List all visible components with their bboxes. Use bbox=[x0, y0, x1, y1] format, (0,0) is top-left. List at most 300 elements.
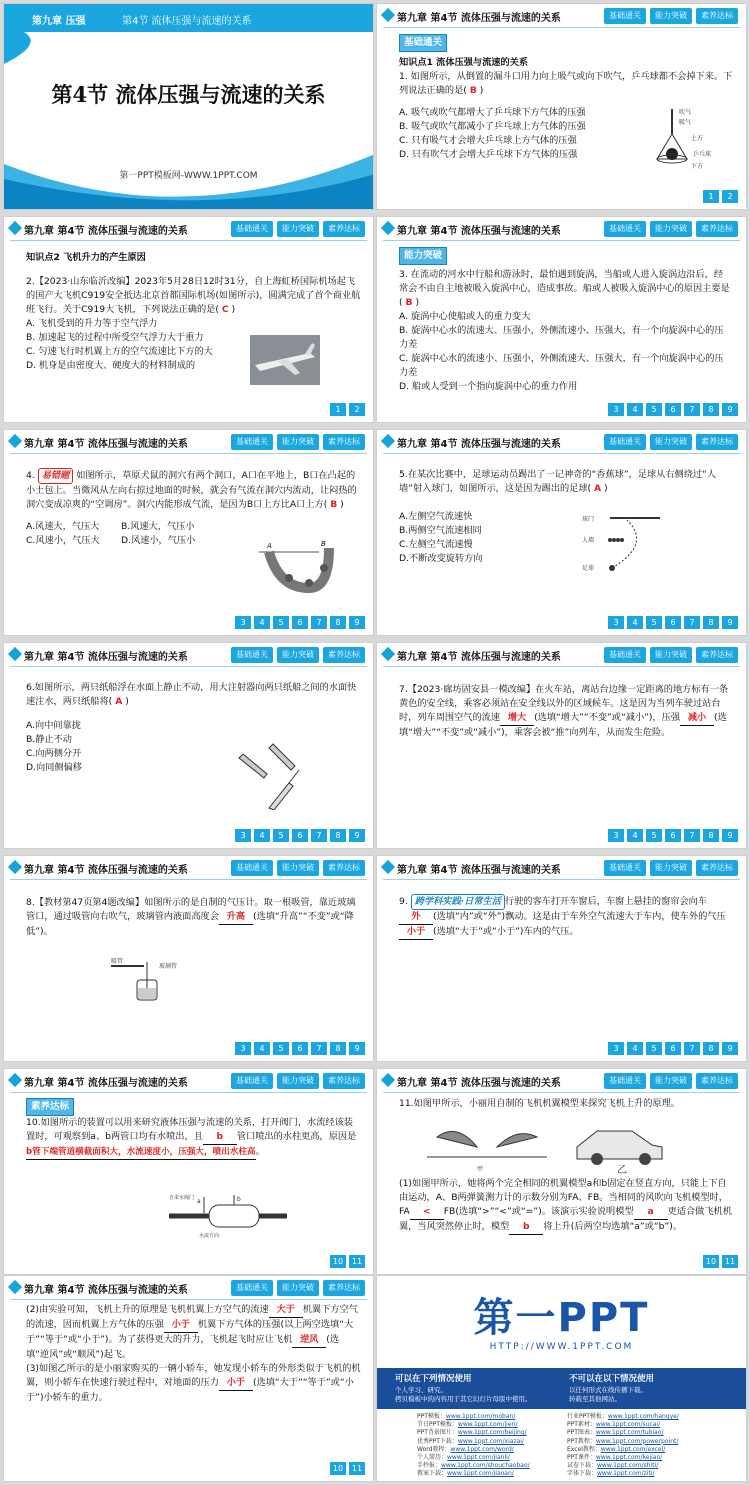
slide-header bbox=[377, 856, 746, 880]
page-button[interactable]: 8 bbox=[330, 829, 346, 842]
page-button[interactable]: 2 bbox=[349, 403, 365, 416]
tab-ability[interactable]: 能力突破 bbox=[277, 221, 319, 237]
tab-ability[interactable]: 能力突破 bbox=[650, 8, 692, 24]
tab-literacy[interactable]: 素养达标 bbox=[323, 1073, 365, 1089]
question-text: FB(选填“>”“<”或“=”)。该演示实验说明模型 bbox=[443, 1206, 634, 1217]
diamond-icon bbox=[8, 221, 22, 235]
page-button[interactable]: 8 bbox=[703, 829, 719, 842]
page-button[interactable]: 4 bbox=[254, 1042, 270, 1055]
chapter-title: 第九章 第4节 流体压强与流速的关系 bbox=[397, 1078, 561, 1089]
tab-ability[interactable]: 能力突破 bbox=[650, 1073, 692, 1089]
option-b: B.风速大，气压小 bbox=[121, 521, 195, 532]
answer: B bbox=[469, 85, 477, 96]
answer-blank: < bbox=[410, 1205, 444, 1220]
fig-label-goal: 球门 bbox=[582, 516, 595, 523]
answer: A bbox=[115, 696, 123, 707]
link-row bbox=[567, 1429, 747, 1437]
option-a: A. 旋涡中心使船或人的重力变大 bbox=[399, 311, 531, 322]
slide-header bbox=[4, 1069, 373, 1093]
tab-literacy[interactable]: 素养达标 bbox=[696, 434, 738, 450]
link-label: PPT教程： bbox=[567, 1437, 596, 1445]
page-button[interactable]: 7 bbox=[684, 403, 700, 416]
link-url[interactable]: www.1ppt.com/tubiao/ bbox=[595, 1429, 664, 1437]
page-button[interactable]: 7 bbox=[684, 829, 700, 842]
link-url[interactable]: www.1ppt.com/moban/ bbox=[445, 1413, 516, 1420]
link-url[interactable]: www.1ppt.com/jianli/ bbox=[447, 1454, 510, 1462]
airplane-photo bbox=[250, 335, 320, 385]
chapter-title: 第九章 第4节 流体压强与流速的关系 bbox=[397, 13, 561, 24]
option-b: B.静止不动 bbox=[26, 734, 72, 745]
page-button[interactable]: 3 bbox=[608, 829, 624, 842]
chapter-title: 第九章 第4节 流体压强与流速的关系 bbox=[24, 439, 188, 450]
tab-ability[interactable]: 能力突破 bbox=[650, 434, 692, 450]
page-button[interactable]: 5 bbox=[646, 829, 662, 842]
page-button[interactable]: 6 bbox=[665, 616, 681, 629]
fig-label-jia: 甲 bbox=[477, 1166, 484, 1173]
option-a: A.风速大，气压大 bbox=[26, 521, 100, 532]
question-text: (选填“大于”或“小于”)车内的气压。 bbox=[433, 926, 579, 937]
page-button[interactable]: 6 bbox=[665, 1042, 681, 1055]
tab-basic[interactable]: 基础通关 bbox=[231, 221, 273, 237]
diamond-icon bbox=[8, 1280, 22, 1294]
wing-car-figure bbox=[417, 1117, 687, 1175]
page-button[interactable]: 5 bbox=[273, 1042, 289, 1055]
slide-q10: 第九章 第4节 流体压强与流速的关系 基础通关 能力突破 素养达标 素养达标 10.如图所示的装置可以用来研究液体压强与流速的关系，打开阀门，水流经该装置时，可观察到a、b两管口均有水喷出，且 b 管口喷出的水柱更高，原因是b管下端管道横截面积大，水流速度小，压强大，喷出水柱高。 自来水阀门 a b 水流方向 10 11 bbox=[3, 1068, 374, 1275]
page-button[interactable]: 10 bbox=[330, 1255, 346, 1268]
diamond-icon bbox=[8, 647, 22, 661]
link-url[interactable]: www.1ppt.com/kejian/ bbox=[595, 1454, 663, 1462]
brand-logo: 第一PPT bbox=[473, 1295, 650, 1341]
diamond-icon bbox=[381, 647, 395, 661]
question-text: (选填“逆风”或“顺风”)起飞。 bbox=[26, 1334, 340, 1360]
fig-label-tube: 玻璃管 bbox=[159, 963, 178, 970]
question-tag: 跨学科实践·日常生活 bbox=[411, 894, 505, 910]
diamond-icon bbox=[8, 434, 22, 448]
option-c: C. 匀速飞行时机翼上方的空气流速比下方的大 bbox=[26, 346, 213, 357]
option-d: D.向同侧偏移 bbox=[26, 762, 82, 773]
option-c: C.左侧空气流速慢 bbox=[399, 539, 473, 550]
option-a: A.左侧空气流速快 bbox=[399, 511, 473, 522]
page-button[interactable]: 3 bbox=[235, 1042, 251, 1055]
pipe-figure bbox=[169, 1191, 289, 1241]
question-text: 2.【2023·山东临沂改编】2023年5月28日12时31分，自上海虹桥国际机场起飞的国产大飞机C919安全抵达北京首都国际机场(如图所示)，圆满完成了首个商业航班飞行。关于C919大飞机，下列说法正确的是( bbox=[26, 276, 361, 315]
page-button[interactable]: 8 bbox=[330, 1042, 346, 1055]
answer-blank: b管下端管道横截面积大，水流速度小，压强大，喷出水柱高 bbox=[26, 1145, 256, 1160]
cannot-use-title: 不可以在以下情况使用 bbox=[569, 1374, 655, 1384]
page-button[interactable]: 5 bbox=[646, 403, 662, 416]
diamond-icon bbox=[381, 221, 395, 235]
page-button[interactable]: 4 bbox=[627, 829, 643, 842]
cover-subtitle: 第一PPT模板网-WWW.1PPT.COM bbox=[119, 171, 258, 181]
end-slide bbox=[376, 1275, 747, 1482]
link-label: 字体下载： bbox=[567, 1470, 598, 1478]
slide-header bbox=[377, 643, 746, 667]
diamond-icon bbox=[8, 860, 22, 874]
answer-blank: 增大 bbox=[500, 711, 534, 726]
page-button[interactable]: 4 bbox=[627, 1042, 643, 1055]
link-label: 手抄报： bbox=[417, 1462, 442, 1470]
question-number: 9. bbox=[399, 896, 408, 907]
pager bbox=[608, 403, 738, 416]
link-row bbox=[567, 1446, 747, 1454]
question-text: (选填“增大”“不变”或“减小”)，压强 bbox=[534, 712, 681, 723]
option-d: D. 机身是由密度大、硬度大的材料制成的 bbox=[26, 360, 196, 371]
link-url[interactable]: www.1ppt.com/shouchaobao/ bbox=[441, 1462, 530, 1470]
pager bbox=[608, 829, 738, 842]
question-text: (选填“增大”“不变”或“减小”)，乘客会被“推”向列车，从而发生危险。 bbox=[399, 712, 727, 738]
page-button[interactable]: 5 bbox=[646, 1042, 662, 1055]
question-text: 7.【2023·廊坊固安县一模改编】在火车站，离站台边缘一定距离的地方标有一条黄色的安全线，乘客必须站在安全线以外的区域候车。这是因为当列车驶过站台时，列车周围空气的流速 bbox=[399, 684, 729, 723]
tab-basic[interactable]: 基础通关 bbox=[231, 1073, 273, 1089]
boats-figure bbox=[229, 738, 319, 810]
link-label: 教案下载： bbox=[417, 1470, 448, 1478]
cover-title: 第4节 流体压强与流速的关系 bbox=[51, 82, 326, 107]
tab-literacy[interactable]: 素养达标 bbox=[696, 647, 738, 663]
page-button[interactable]: 11 bbox=[349, 1462, 365, 1475]
link-url[interactable]: www.1ppt.com/word/ bbox=[450, 1445, 514, 1453]
link-label: 行业PPT模板： bbox=[567, 1413, 608, 1420]
question-text: 6.如图所示，两只纸船浮在水面上静止不动，用大注射器向两只纸船之间的水面快速注水，两只纸船将( bbox=[26, 682, 357, 707]
tab-literacy[interactable]: 素养达标 bbox=[696, 860, 738, 876]
pager bbox=[235, 829, 365, 842]
page-button[interactable]: 3 bbox=[235, 616, 251, 629]
option-b: B.两侧空气流速相同 bbox=[399, 525, 482, 536]
barometer-figure bbox=[109, 956, 199, 1001]
page-button[interactable]: 1 bbox=[330, 403, 346, 416]
link-url[interactable]: www.1ppt.com/shiti/ bbox=[597, 1462, 659, 1470]
tab-basic[interactable]: 基础通关 bbox=[604, 8, 646, 24]
tab-basic[interactable]: 基础通关 bbox=[604, 1073, 646, 1089]
page-button[interactable]: 9 bbox=[722, 1042, 738, 1055]
page-button[interactable]: 7 bbox=[684, 616, 700, 629]
fig-label-flow: 水流方向 bbox=[199, 1233, 220, 1239]
page-button[interactable]: 3 bbox=[608, 1042, 624, 1055]
answer-blank: 升高 bbox=[219, 910, 253, 925]
page-button[interactable]: 6 bbox=[665, 403, 681, 416]
link-label: Word教程： bbox=[417, 1445, 451, 1453]
page-button[interactable]: 10 bbox=[330, 1462, 346, 1475]
link-label: Excel教程： bbox=[567, 1445, 601, 1453]
page-button[interactable]: 9 bbox=[722, 403, 738, 416]
question-text: 行驶的客车打开车窗后，车窗上悬挂的窗帘会向车 bbox=[504, 896, 708, 907]
pager bbox=[235, 616, 365, 629]
fig-label-ball: 足球 bbox=[582, 565, 595, 572]
answer-blank: 大于 bbox=[269, 1303, 303, 1318]
diamond-icon bbox=[8, 1073, 22, 1087]
cover-chapter: 第九章 压强 bbox=[32, 16, 86, 27]
link-url[interactable]: www.1ppt.com/jiaoan/ bbox=[447, 1470, 514, 1478]
tab-basic[interactable]: 基础通关 bbox=[604, 221, 646, 237]
option-c: C.风速小，气压大 bbox=[26, 535, 100, 546]
question-tag: 易错题 bbox=[38, 468, 74, 484]
page-button[interactable]: 1 bbox=[703, 190, 719, 203]
page-button[interactable]: 3 bbox=[608, 403, 624, 416]
chapter-title: 第九章 第4节 流体压强与流速的关系 bbox=[397, 652, 561, 663]
question-text: (2)由实验可知，飞机上升的原理是飞机机翼上方空气的流速 bbox=[26, 1304, 269, 1315]
knowledge-point: 知识点2 飞机升力的产生原因 bbox=[26, 252, 146, 263]
page-button[interactable]: 6 bbox=[665, 829, 681, 842]
slide-header bbox=[4, 217, 373, 241]
can-use-text: 个人学习、研究。 拷贝模板中的内容用于其它幻灯片母版中使用。 bbox=[395, 1386, 532, 1403]
slide-header bbox=[377, 217, 746, 241]
link-row bbox=[567, 1470, 747, 1478]
page-button[interactable]: 7 bbox=[684, 1042, 700, 1055]
question-text: 管口喷出的水柱更高，原因是 bbox=[236, 1131, 357, 1142]
question-number: 4. bbox=[26, 470, 35, 481]
tab-literacy[interactable]: 素养达标 bbox=[323, 647, 365, 663]
slide-q5: 第九章 第4节 流体压强与流速的关系 基础通关 能力突破 素养达标 5.在某次比赛中，足球运动员踢出了一记神奇的“香蕉球”，足球从右侧绕过“人墙”射入球门，如图所示，这是因为踢出的足球( A ) A.左侧空气流速快 B.两侧空气流速相同 C.左侧空气流速慢 D.不断改变旋转方向 球门 人墙 足球 3 4 5 6 7 8 9 bbox=[376, 429, 747, 636]
link-label: 节日PPT模板： bbox=[417, 1421, 458, 1429]
tab-basic[interactable]: 基础通关 bbox=[604, 860, 646, 876]
page-button[interactable]: 6 bbox=[292, 829, 308, 842]
pager bbox=[608, 1042, 738, 1055]
slide-header bbox=[4, 856, 373, 880]
slide-q3: 第九章 第4节 流体压强与流速的关系 基础通关 能力突破 素养达标 能力突破 3. 在流动的河水中行船和游泳时，最怕遇到旋涡，当船或人进入旋涡边沿后，经常会不由自主地被吸入旋涡中心，造成事故。船或人被吸入旋涡中心的原因主要是( B ) A. 旋涡中心使船或人的重力变大 B. 旋涡中心水的流速大、压强小，外侧流速小、压强大，有一个向旋涡中心的压力差 C. 旋涡中心水的流速小、压强小，外侧流速大、压强大，有一个向旋涡中心的压力差 D. 船或人受到一个指向旋涡中心的重力作用 3 4 5 6 7 8 9 bbox=[376, 216, 747, 423]
tab-ability[interactable]: 能力突破 bbox=[277, 434, 319, 450]
tab-literacy[interactable]: 素养达标 bbox=[323, 434, 365, 450]
slide-q1: 第九章 第4节 流体压强与流速的关系 基础通关 能力突破 素养达标 基础通关 知识点1 流体压强与流速的关系 1. 如图所示，从倒置的漏斗口用力向上吸气或向下吹气，乒乓球都不会掉下来。下列说法正确的是( B ) A. 吸气或吹气都增大了乒乓球下方气体的压强 B. 吸气或吹气都减小了乒乓球上方气体的压强 C. 只有吸气才会增大乒乓球上方气体的压强 D. 只有吹气才会增大乒乓球下方气体的压强 吹气 吸气 上方 乒乓球 下方 1 2 bbox=[376, 3, 747, 210]
answer: B bbox=[405, 297, 413, 308]
question-text: 8.【教材第47页第4题改编】如图所示的是自制的气压计。取一根吸管，靠近玻璃管口，通过吸管向右吹气，玻璃管内液面高度会 bbox=[26, 897, 356, 922]
fig-label-blow: 吹气 bbox=[679, 109, 692, 116]
slide-header bbox=[4, 430, 373, 454]
page-button[interactable]: 4 bbox=[254, 616, 270, 629]
option-a: A. 吸气或吹气都增大了乒乓球下方气体的压强 bbox=[399, 107, 586, 118]
link-row bbox=[567, 1438, 747, 1446]
diamond-icon bbox=[381, 434, 395, 448]
page-button[interactable]: 5 bbox=[273, 829, 289, 842]
fig-label-ball: 乒乓球 bbox=[693, 151, 712, 158]
chapter-title: 第九章 第4节 流体压强与流速的关系 bbox=[24, 1285, 188, 1296]
question-text: 机翼下方气体的压强(以上两空选填“大于”“等于”或“小于”)。为了获得更大的升力，飞机起飞时应让飞机 bbox=[26, 1319, 354, 1345]
link-label: 个人简历： bbox=[417, 1454, 448, 1462]
pager bbox=[330, 1255, 365, 1268]
tab-literacy[interactable]: 素养达标 bbox=[323, 860, 365, 876]
slide-header bbox=[377, 430, 746, 454]
option-b: B. 加速起飞的过程中所受空气浮力大于重力 bbox=[26, 332, 204, 343]
question-text: (3)如图乙所示的是小丽家购买的一辆小轿车，她发现小轿车的外形类似于飞机的机翼，则小轿车在快速行驶过程中，对地面的压力 bbox=[26, 1363, 361, 1388]
fig-label-b: b bbox=[237, 1196, 241, 1203]
page-button[interactable]: 11 bbox=[722, 1255, 738, 1268]
link-url[interactable]: www.1ppt.com/excel/ bbox=[600, 1445, 666, 1453]
question-text: 3. 在流动的河水中行船和游泳时，最怕遇到旋涡，当船或人进入旋涡边沿后，经常会不由自主地被吸入旋涡中心，造成事故。船或人被吸入旋涡中心的原因主要是( bbox=[399, 269, 730, 308]
tab-basic[interactable]: 基础通关 bbox=[604, 434, 646, 450]
question-text: (选填“大于”“等于”或“小于”)小轿车的重力。 bbox=[26, 1377, 354, 1403]
fig-label-b: B bbox=[321, 540, 326, 548]
question-text: (1)如图甲所示，她将两个完全相同的机翼模型a和b固定在竖直方向，只能上下自由运动，A、B两弹簧测力计的示数分别为FA、FB。当相同的风吹向飞机模型时，FA bbox=[399, 1178, 728, 1217]
answer-blank: 外 bbox=[399, 910, 433, 925]
option-c: C. 只有吸气才会增大乒乓球上方气体的压强 bbox=[399, 135, 577, 146]
question-text: 将上升(后两空均选填“a”或“b”)。 bbox=[543, 1221, 682, 1232]
cover-slide bbox=[3, 3, 374, 210]
option-d: D.风速小，气压小 bbox=[121, 535, 196, 546]
link-label: PPT图表： bbox=[567, 1429, 596, 1437]
diamond-icon bbox=[381, 1073, 395, 1087]
banana-kick-figure bbox=[582, 514, 662, 576]
cover-section: 第4节 流体压强与流速的关系 bbox=[122, 16, 252, 27]
tab-ability[interactable]: 能力突破 bbox=[650, 221, 692, 237]
slide-header bbox=[4, 1276, 373, 1300]
link-label: PPT背景图片： bbox=[417, 1429, 458, 1437]
page-button[interactable]: 8 bbox=[703, 616, 719, 629]
tab-ability[interactable]: 能力突破 bbox=[277, 1073, 319, 1089]
link-url[interactable]: www.1ppt.com/beijing/ bbox=[457, 1429, 527, 1437]
page-button[interactable]: 4 bbox=[627, 616, 643, 629]
diamond-icon bbox=[381, 8, 395, 22]
cannot-use-text: 以任何形式在线传播下载。 转载至其他网站。 bbox=[569, 1386, 647, 1403]
question-text: 机翼下方空气的流速，因而机翼上方气体的压强 bbox=[26, 1304, 358, 1330]
tab-literacy[interactable]: 素养达标 bbox=[323, 1280, 365, 1296]
answer-blank: a bbox=[634, 1205, 668, 1220]
page-button[interactable]: 5 bbox=[646, 616, 662, 629]
answer: A bbox=[594, 483, 602, 494]
page-button[interactable]: 4 bbox=[254, 829, 270, 842]
page-button[interactable]: 9 bbox=[349, 1042, 365, 1055]
diamond-icon bbox=[381, 860, 395, 874]
page-button[interactable]: 9 bbox=[349, 616, 365, 629]
slide-q8 bbox=[3, 855, 374, 1062]
slide-q2: 第九章 第4节 流体压强与流速的关系 基础通关 能力突破 素养达标 知识点2 飞机升力的产生原因 2.【2023·山东临沂改编】2023年5月28日12时31分，自上海虹桥国际机场起飞的国产大飞机C919安全抵达北京首都国际机场(如图所示)，圆满完成了首个商业航班飞行。关于C919大飞机，下列说法正确的是( C ) A. 飞机受到的升力等于空气浮力 B. 加速起飞的过程中所受空气浮力大于重力 C. 匀速飞行时机翼上方的空气流速比下方的大 D. 机身是由密度大、硬度大的材料制成的 1 2 bbox=[3, 216, 374, 423]
page-button[interactable]: 8 bbox=[330, 616, 346, 629]
chapter-title: 第九章 第4节 流体压强与流速的关系 bbox=[24, 226, 188, 237]
slide-q11 bbox=[376, 1068, 747, 1275]
question-text: (选填“内”或“外”)飘动。这是由于车外空气流速大于车内，使车外的气压 bbox=[433, 911, 726, 922]
link-url[interactable]: www.1ppt.com/jieri/ bbox=[457, 1421, 518, 1429]
page-button[interactable]: 9 bbox=[722, 616, 738, 629]
tab-ability[interactable]: 能力突破 bbox=[650, 647, 692, 663]
answer-blank: 小于 bbox=[164, 1318, 198, 1333]
page-button[interactable]: 7 bbox=[311, 829, 327, 842]
option-c: C. 旋涡中心水的流速小、压强小，外侧流速大、压强大，有一个向旋涡中心的压力差 bbox=[399, 353, 724, 378]
tab-basic[interactable]: 基础通关 bbox=[231, 860, 273, 876]
tab-ability[interactable]: 能力突破 bbox=[650, 860, 692, 876]
chapter-title: 第九章 第4节 流体压强与流速的关系 bbox=[397, 226, 561, 237]
link-url[interactable]: www.1ppt.com/xiazai/ bbox=[457, 1437, 524, 1445]
burrow-figure bbox=[259, 538, 349, 598]
tab-literacy[interactable]: 素养达标 bbox=[696, 221, 738, 237]
link-row bbox=[567, 1413, 747, 1421]
page-button[interactable]: 2 bbox=[722, 190, 738, 203]
pager bbox=[235, 1042, 365, 1055]
section-badge: 能力突破 bbox=[399, 247, 447, 265]
tab-basic[interactable]: 基础通关 bbox=[231, 434, 273, 450]
funnel-figure bbox=[647, 104, 737, 174]
option-c: C.向两侧分开 bbox=[26, 748, 82, 759]
question-text: 如图所示，草原犬鼠的洞穴有两个洞口，A口在平地上，B口在凸起的小土包上。当微风从左向右掠过地面的时候，就会有气流在洞穴内流动，让闷热的洞穴变成凉爽的“空调房”。洞穴内能形成气流，是因为B口上方比A口上方( bbox=[26, 470, 357, 510]
pager bbox=[608, 616, 738, 629]
option-d: D. 只有吹气才会增大乒乓球下方气体的压强 bbox=[399, 149, 578, 160]
slide-header bbox=[377, 1069, 746, 1093]
can-use-title: 可以在下列情况使用 bbox=[395, 1374, 472, 1384]
page-button[interactable]: 9 bbox=[349, 829, 365, 842]
link-label: PPT素材： bbox=[567, 1421, 596, 1429]
tab-literacy[interactable]: 素养达标 bbox=[323, 221, 365, 237]
chapter-title: 第九章 第4节 流体压强与流速的关系 bbox=[397, 439, 561, 450]
pager bbox=[703, 190, 738, 203]
question-text: (选填“升高”“不变”或“降低”)。 bbox=[26, 911, 354, 937]
pager bbox=[703, 1255, 738, 1268]
question-text: 1. 如图所示，从倒置的漏斗口用力向上吸气或向下吹气，乒乓球都不会掉下来。下列说法正确的是( bbox=[399, 71, 733, 96]
answer: B bbox=[330, 499, 338, 510]
tab-literacy[interactable]: 素养达标 bbox=[696, 8, 738, 24]
fig-label-yi: 乙 bbox=[617, 1165, 627, 1175]
option-b: B. 吸气或吹气都减小了乒乓球上方气体的压强 bbox=[399, 121, 586, 132]
tab-ability[interactable]: 能力突破 bbox=[277, 1280, 319, 1296]
question-text: 更适合做飞机机翼，当风突然停止时，模型 bbox=[399, 1206, 732, 1232]
slide-q6: 第九章 第4节 流体压强与流速的关系 基础通关 能力突破 素养达标 6.如图所示，两只纸船浮在水面上静止不动，用大注射器向两只纸船之间的水面快速注水，两只纸船将( A ) A.向中间靠拢 B.静止不动 C.向两侧分开 D.向同侧偏移 3 4 5 6 7 8 9 bbox=[3, 642, 374, 849]
page-button[interactable]: 7 bbox=[311, 616, 327, 629]
page-button[interactable]: 10 bbox=[703, 1255, 719, 1268]
brand-url[interactable]: HTTP://WWW.1PPT.COM bbox=[489, 1342, 634, 1352]
fig-label-top: 上方 bbox=[691, 135, 704, 142]
answer-blank: 逆风 bbox=[292, 1333, 326, 1348]
tab-ability[interactable]: 能力突破 bbox=[277, 647, 319, 663]
fig-label-bottom: 下方 bbox=[691, 163, 704, 170]
tab-basic[interactable]: 基础通关 bbox=[231, 647, 273, 663]
page-button[interactable]: 6 bbox=[292, 1042, 308, 1055]
section-badge: 素养达标 bbox=[26, 1098, 74, 1116]
link-url[interactable]: www.1ppt.com/sucai/ bbox=[595, 1421, 661, 1429]
answer-blank: b bbox=[509, 1220, 543, 1235]
fig-label-a: a bbox=[197, 1198, 201, 1205]
page-button[interactable]: 3 bbox=[608, 616, 624, 629]
page-button[interactable]: 4 bbox=[627, 403, 643, 416]
chapter-title: 第九章 第4节 流体压强与流速的关系 bbox=[24, 865, 188, 876]
slide-header bbox=[377, 4, 746, 28]
slide-q11-cont bbox=[3, 1275, 374, 1482]
tab-basic[interactable]: 基础通关 bbox=[604, 647, 646, 663]
page-button[interactable]: 6 bbox=[292, 616, 308, 629]
answer-blank: b bbox=[203, 1130, 237, 1145]
page-button[interactable]: 8 bbox=[703, 403, 719, 416]
option-d: D.不断改变旋转方向 bbox=[399, 553, 483, 564]
page-button[interactable]: 8 bbox=[703, 1042, 719, 1055]
section-badge: 基础通关 bbox=[399, 34, 447, 52]
page-button[interactable]: 3 bbox=[235, 829, 251, 842]
chapter-title: 第九章 第4节 流体压强与流速的关系 bbox=[24, 1078, 188, 1089]
page-button[interactable]: 7 bbox=[311, 1042, 327, 1055]
page-button[interactable]: 5 bbox=[273, 616, 289, 629]
link-label: PPT课件： bbox=[567, 1454, 596, 1462]
pager bbox=[330, 1462, 365, 1475]
link-label: 试卷下载： bbox=[567, 1462, 598, 1470]
pager bbox=[330, 403, 365, 416]
link-url[interactable]: www.1ppt.com/powerpoint/ bbox=[595, 1437, 679, 1445]
question-text: 5.在某次比赛中，足球运动员踢出了一记神奇的“香蕉球”，足球从右侧绕过“人墙”射入球门，如图所示，这是因为踢出的足球( bbox=[399, 469, 717, 494]
link-url[interactable]: www.1ppt.com/hangye/ bbox=[607, 1413, 679, 1420]
slide-q4: 第九章 第4节 流体压强与流速的关系 基础通关 能力突破 素养达标 4. 易错题 如图所示，草原犬鼠的洞穴有两个洞口，A口在平地上，B口在凸起的小土包上。当微风从左向右掠过地面的时候，就会有气流在洞穴内流动，让闷热的洞穴变成凉爽的“空调房”。洞穴内能形成气流，是因为B口上方比A口上方( B ) A.风速大，气压大 B.风速大，气压小 C.风速小，气压大 D.风速小，气压小 A B 3 4 5 6 7 8 9 bbox=[3, 429, 374, 636]
tab-ability[interactable]: 能力突破 bbox=[277, 860, 319, 876]
option-a: A.向中间靠拢 bbox=[26, 720, 81, 731]
cannot-use bbox=[569, 1372, 654, 1404]
tab-basic[interactable]: 基础通关 bbox=[231, 1280, 273, 1296]
tab-literacy[interactable]: 素养达标 bbox=[696, 1073, 738, 1089]
option-b: B. 旋涡中心水的流速大、压强小，外侧流速小、压强大，有一个向旋涡中心的压力差 bbox=[399, 325, 724, 350]
question-text: 10.如图所示的装置可以用来研究液体压强与流速的关系，打开阀门，水流经该装置时，可观察到a、b两管口均有水喷出，且 bbox=[26, 1117, 353, 1142]
page-button[interactable]: 11 bbox=[349, 1255, 365, 1268]
fig-label-valve: 自来水阀门 bbox=[169, 1195, 195, 1201]
answer-blank: 小于 bbox=[399, 925, 433, 940]
link-label: PPT模板： bbox=[417, 1413, 446, 1420]
link-label: 优秀PPT下载： bbox=[417, 1437, 458, 1445]
page-button[interactable]: 9 bbox=[722, 829, 738, 842]
slide-q7 bbox=[376, 642, 747, 849]
fig-label-suck: 吸气 bbox=[679, 119, 692, 126]
chapter-title: 第九章 第4节 流体压强与流速的关系 bbox=[397, 865, 561, 876]
fig-label-straw: 吸管 bbox=[111, 958, 124, 965]
answer: C bbox=[221, 304, 229, 315]
link-url[interactable]: www.1ppt.com/ziti/ bbox=[597, 1470, 655, 1478]
